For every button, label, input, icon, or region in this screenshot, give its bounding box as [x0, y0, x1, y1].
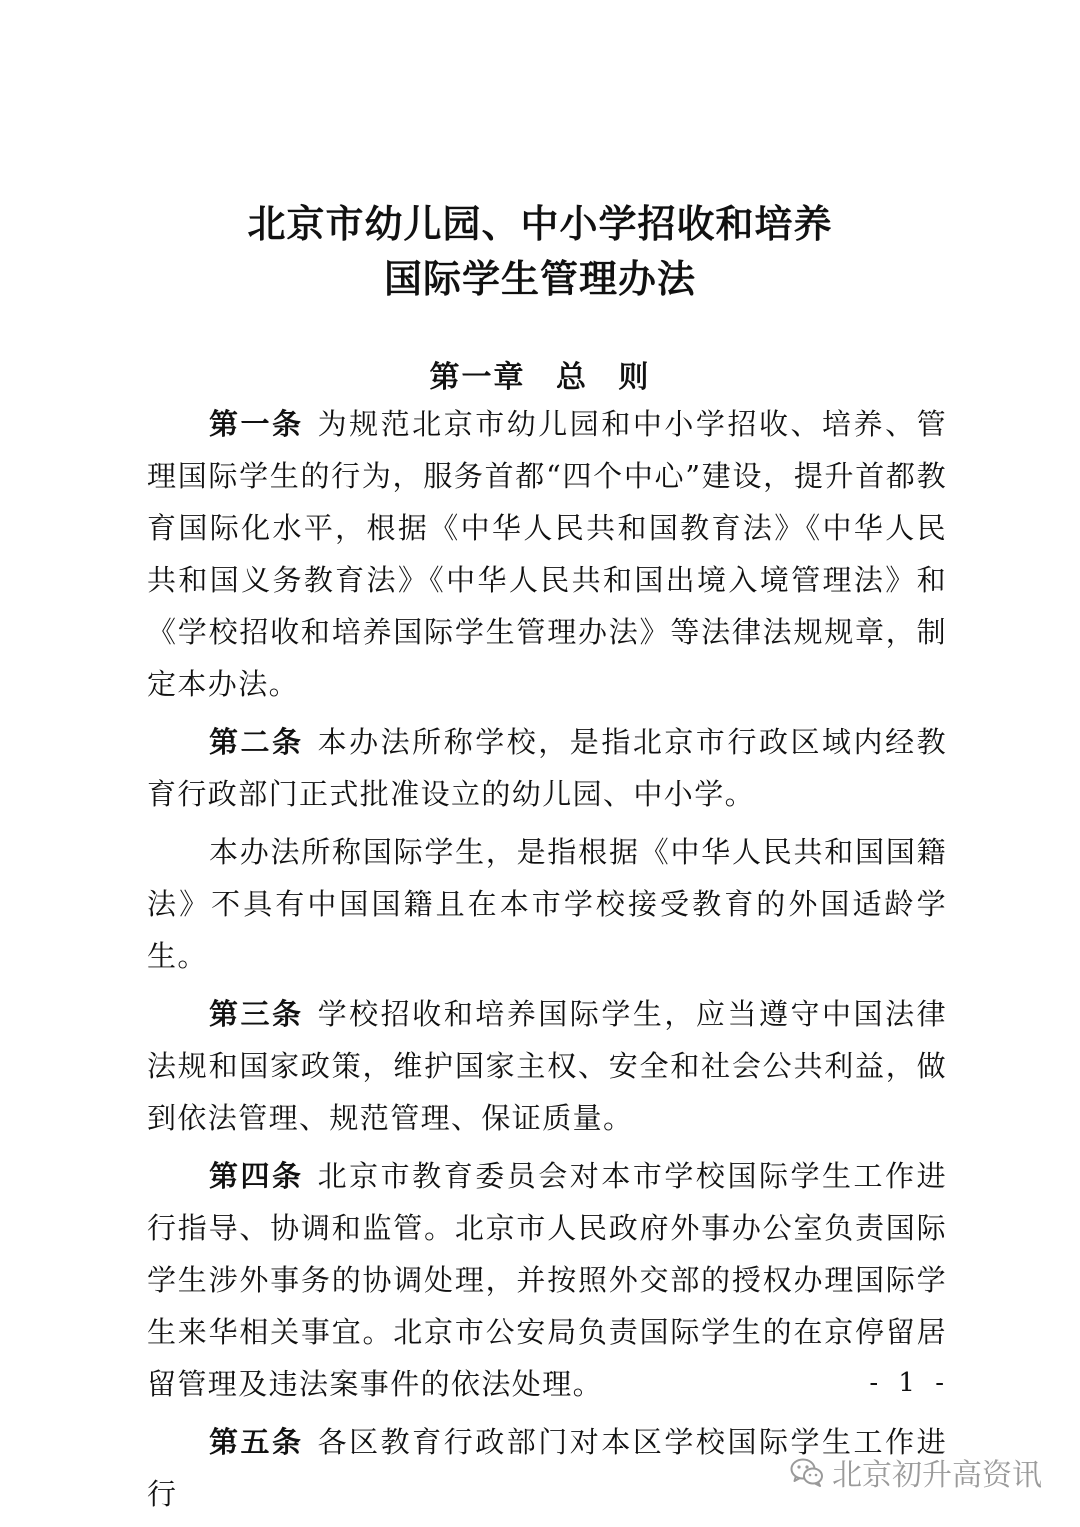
- paragraph-article-2: [147, 716, 947, 820]
- paragraph-text: 本办法所称国际学生，是指根据《中华人民共和国国籍法》不具有中国国籍且在本市学校接受教育的外国适龄学生。: [147, 835, 947, 973]
- paragraph-article-1: [147, 398, 947, 710]
- paragraph-article-3: [147, 988, 947, 1144]
- article-number: 第五条: [209, 1425, 304, 1459]
- paragraph-text: 学校招收和培养国际学生，应当遵守中国法律法规和国家政策，维护国家主权、安全和社会公共利益，做到依法管理、规范管理、保证质量。: [147, 997, 947, 1135]
- paragraph-text: 北京市教育委员会对本市学校国际学生工作进行指导、协调和监管。北京市人民政府外事办公室负责国际学生涉外事务的协调处理，并按照外交部的授权办理国际学生来华相关事宜。北京市公安局负责国际学生的在京停留居留管理及违法案事件的依法处理。: [147, 1159, 947, 1401]
- wechat-icon: [790, 1457, 824, 1487]
- paragraph-article-4: [147, 1150, 947, 1410]
- article-number: 第三条: [209, 997, 304, 1031]
- paragraph-text: 为规范北京市幼儿园和中小学招收、培养、管理国际学生的行为，服务首都“四个中心”建设，提升首都教育国际化水平，根据《中华人民共和国教育法》《中华人民共和国义务教育法》《中华人民共和国出境入境管理法》和《学校招收和培养国际学生管理办法》等法律法规规章，制定本办法。: [147, 407, 947, 701]
- watermark-label: 北京初升高资讯: [832, 1458, 1042, 1493]
- watermark: [790, 1450, 1042, 1494]
- article-number: 第四条: [209, 1159, 304, 1193]
- paragraph-text: 本办法所称学校，是指北京市行政区域内经教育行政部门正式批准设立的幼儿园、中小学。: [147, 725, 947, 811]
- chapter-heading: 第一章 总 则: [429, 360, 651, 395]
- article-number: 第一条: [209, 407, 304, 441]
- page-number: - 1 -: [869, 1368, 950, 1398]
- document-body: [147, 398, 947, 1520]
- paragraph-article-2-cont: [147, 826, 947, 982]
- article-number: 第二条: [209, 725, 304, 759]
- document-title-line2: 国际学生管理办法: [383, 257, 696, 301]
- document-title-line1: 北京市幼儿园、中小学招收和培养: [247, 202, 833, 246]
- paragraph-text: 各区教育行政部门对本区学校国际学生工作进行: [147, 1425, 947, 1511]
